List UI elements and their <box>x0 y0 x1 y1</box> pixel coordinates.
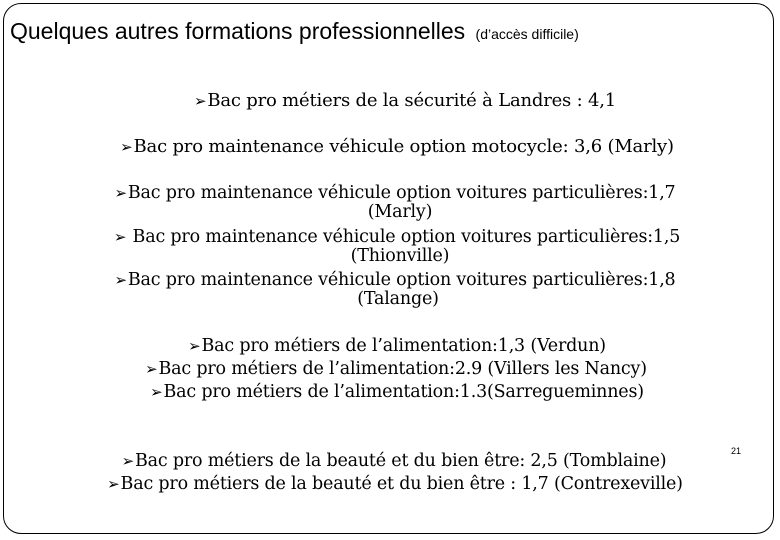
arrow-bullet-icon: ➢ <box>145 360 158 378</box>
slide-title <box>10 20 579 43</box>
arrow-bullet-icon: ➢ <box>188 337 201 355</box>
list-item: ➢Bac pro maintenance véhicule option voitures particulières:1,8 <box>114 270 676 290</box>
arrow-bullet-icon: ➢ <box>113 228 127 246</box>
list-item: ➢Bac pro métiers de la sécurité à Landres : 4,1 <box>193 90 617 111</box>
arrow-bullet-icon: ➢ <box>150 383 163 401</box>
arrow-bullet-icon: ➢ <box>120 138 133 156</box>
list-item: ➢ Bac pro maintenance véhicule option voitures particulières:1,5 <box>113 227 681 247</box>
list-item: ➢Bac pro métiers de l’alimentation:2.9 (Villers les Nancy) <box>145 359 647 379</box>
arrow-bullet-icon: ➢ <box>114 271 127 289</box>
list-item: ➢Bac pro métiers de la beauté et du bien être : 1,7 (Contrexeville) <box>107 474 683 494</box>
list-item: ➢Bac pro métiers de l’alimentation:1,3 (Verdun) <box>188 336 606 356</box>
arrow-bullet-icon: ➢ <box>107 475 120 493</box>
arrow-bullet-icon: ➢ <box>121 452 134 470</box>
list-item-continuation: (Talange) <box>357 289 439 309</box>
arrow-bullet-icon: ➢ <box>114 184 127 202</box>
list-item: ➢Bac pro métiers de la beauté et du bien être: 2,5 (Tomblaine) <box>121 451 667 471</box>
list-item: ➢Bac pro maintenance véhicule option motocycle: 3,6 (Marly) <box>120 136 674 157</box>
title-main: Quelques autres formations professionnelles <box>10 18 466 44</box>
title-subtitle: (d’accès difficile) <box>475 26 579 42</box>
list-item: ➢Bac pro maintenance véhicule option voitures particulières:1,7 <box>114 183 676 203</box>
list-item: ➢Bac pro métiers de l’alimentation:1.3(Sarregueminnes) <box>150 382 644 402</box>
list-item-continuation: (Thionville) <box>350 246 450 266</box>
list-item-continuation: (Marly) <box>367 202 433 222</box>
arrow-bullet-icon: ➢ <box>193 92 207 110</box>
page-number: 21 <box>731 446 742 456</box>
